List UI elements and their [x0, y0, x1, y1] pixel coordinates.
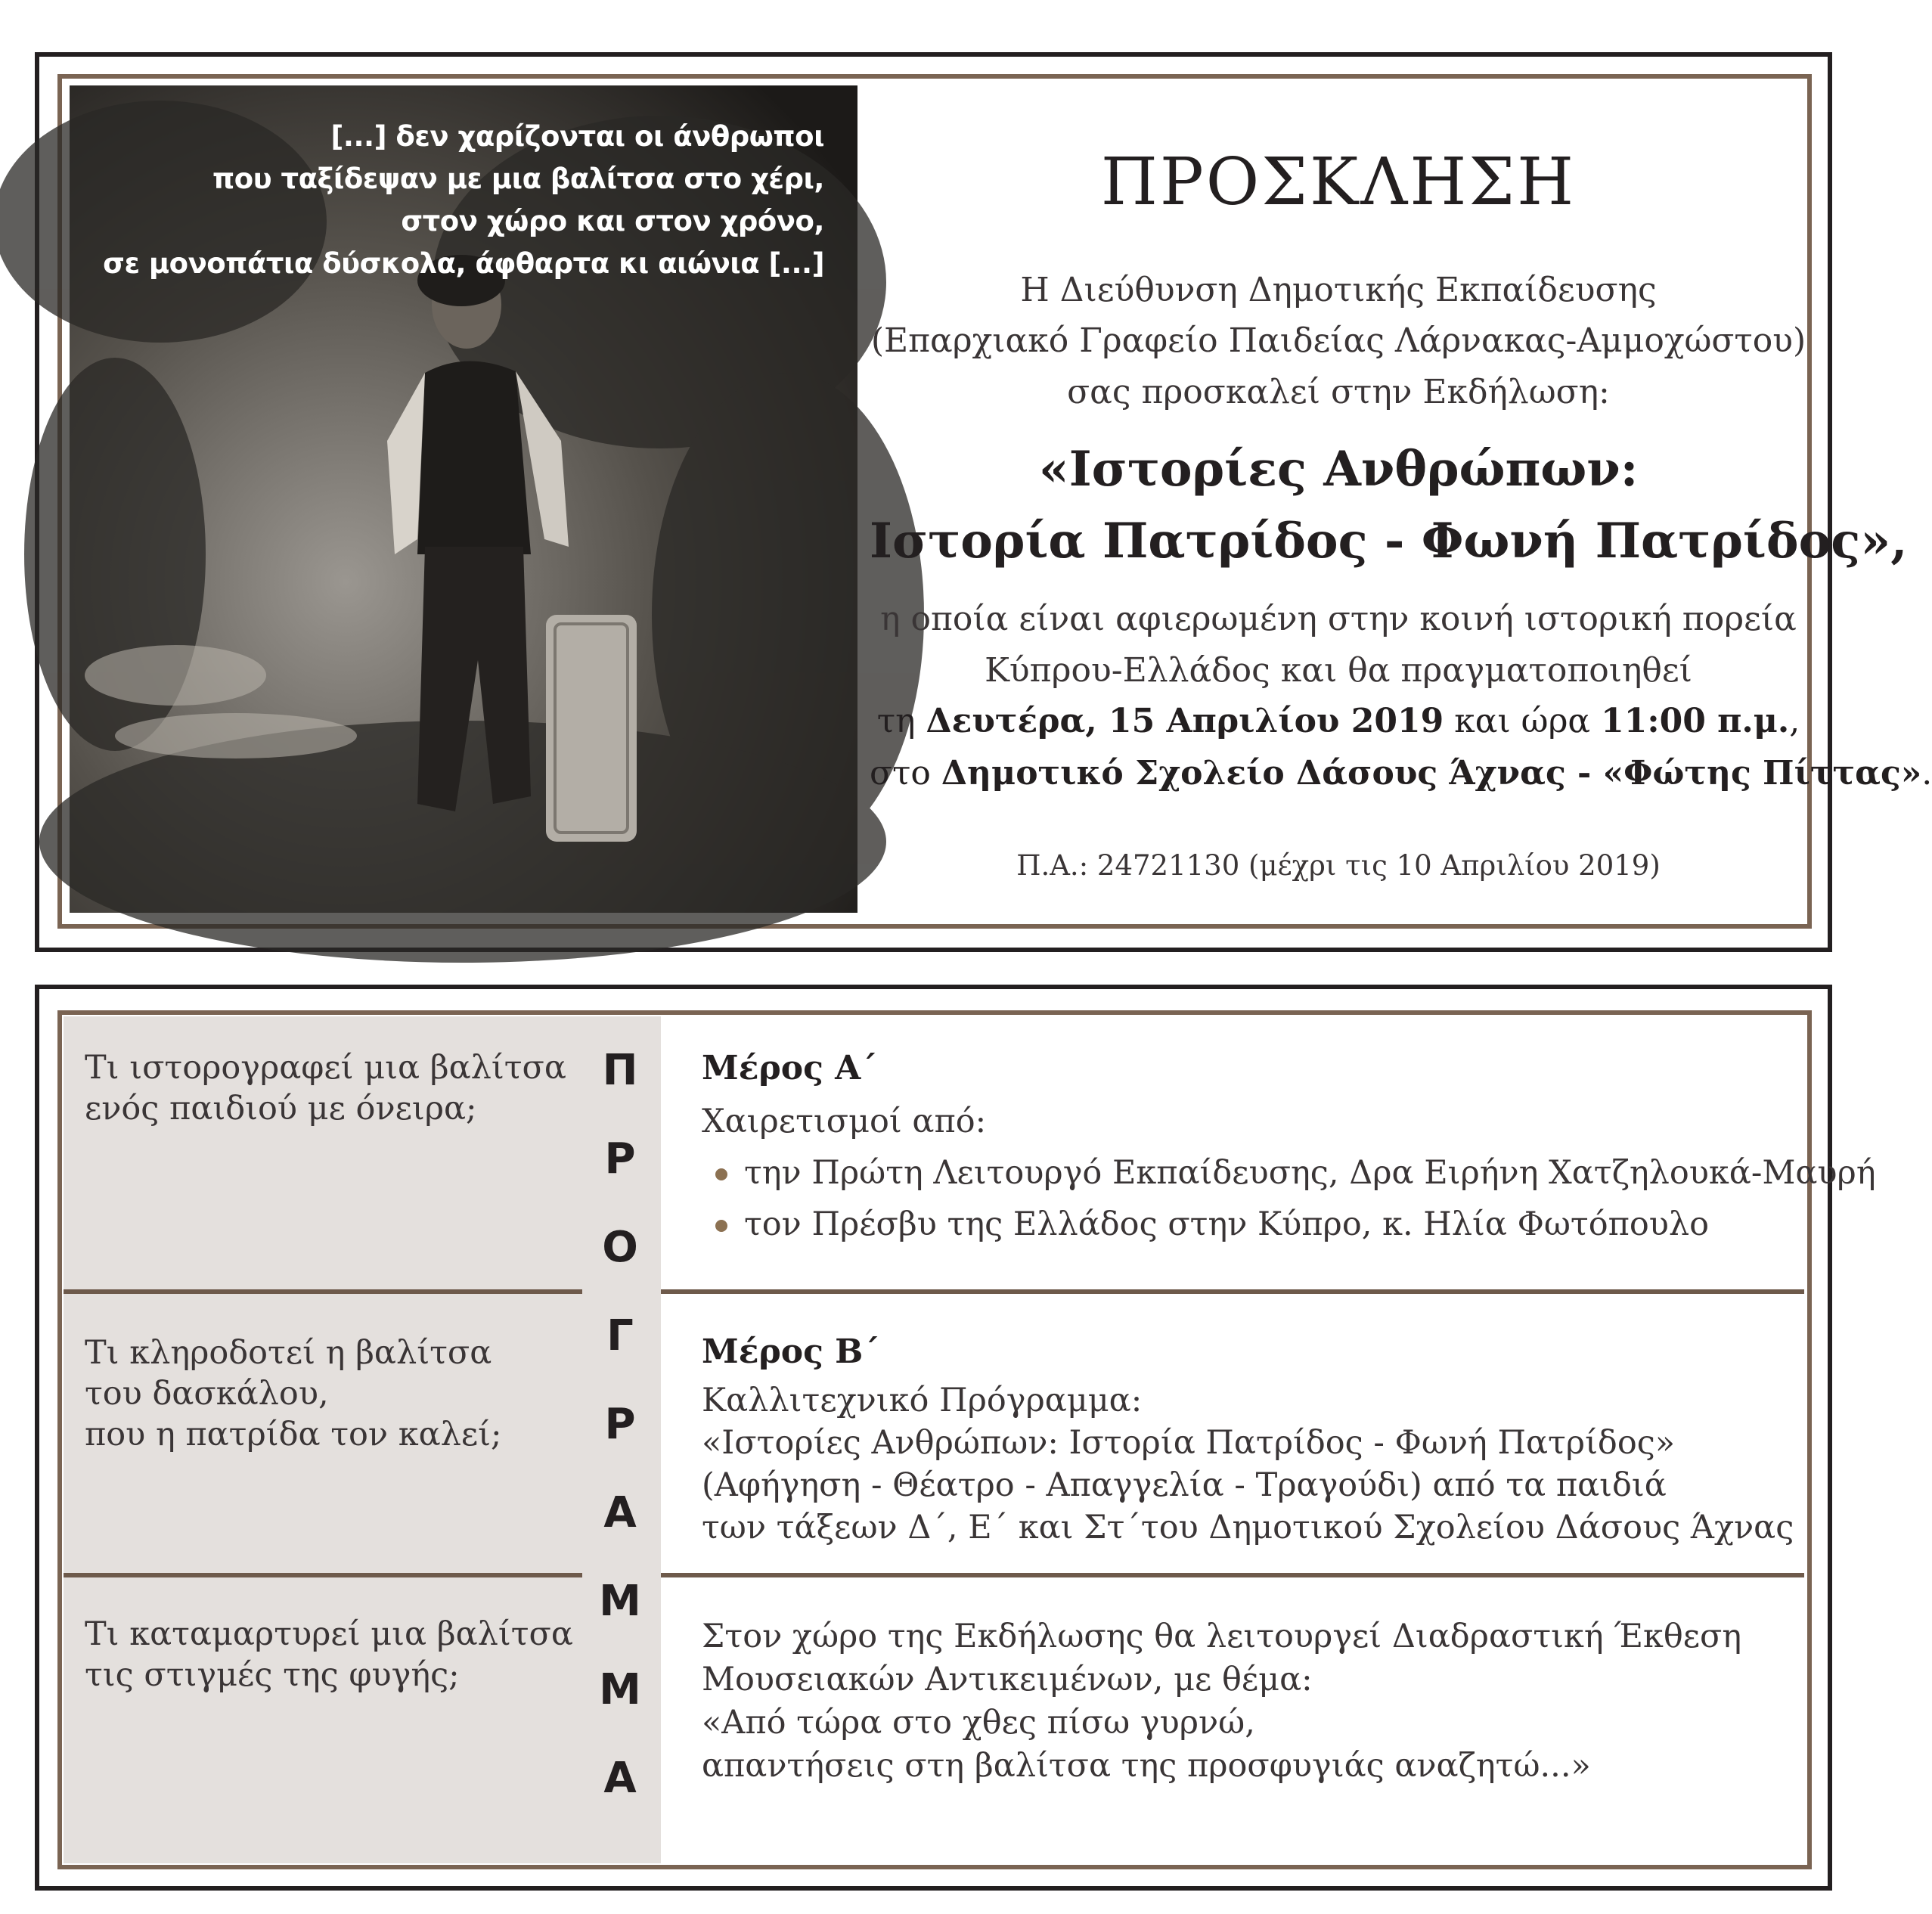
part-b-line: «Ιστορίες Ανθρώπων: Ιστορία Πατρίδος - Φωνή Πατρίδος» [702, 1424, 1676, 1462]
program-part-b [702, 1331, 1794, 1549]
question-3 [85, 1614, 573, 1695]
question-line: Τι κληροδοτεί η βαλίτσα [85, 1334, 492, 1372]
quote-text [83, 116, 824, 285]
question-1 [85, 1047, 566, 1129]
program-vertical-letter: Π [602, 1046, 638, 1095]
invitation-text-block [870, 85, 1932, 913]
program-vertical-letter: Α [603, 1488, 637, 1537]
event-place-line [870, 754, 1932, 793]
exhibit-line: απαντήσεις στη βαλίτσα της προσφυγιάς αναζητώ...» [702, 1747, 1591, 1785]
bullet-dot-icon [715, 1168, 727, 1180]
part-a-bullet [702, 1203, 1876, 1245]
event-date: Δευτέρα, 15 Απριλίου 2019 [926, 702, 1444, 740]
part-b-line: των τάξεων Δ΄, Ε΄ και Στ΄του Δημοτικού Σχολείου Δάσους Άχνας [702, 1509, 1794, 1546]
date-prefix: τη [876, 702, 916, 740]
program-vertical-letter: Ο [602, 1223, 638, 1272]
program-vertical-letter: Α [603, 1754, 637, 1803]
event-place: Δημοτικό Σχολείο Δάσους Άχνας - «Φώτης Πίττας» [941, 754, 1922, 793]
invitation-title: ΠΡΟΣΚΛΗΣΗ [1100, 144, 1577, 220]
program-vertical-letter: Ρ [604, 1400, 636, 1449]
quote-line: [...] δεν χαρίζονται οι άνθρωποι [330, 120, 824, 153]
event-time: 11:00 π.μ. [1601, 702, 1790, 740]
row-divider-left [64, 1289, 582, 1294]
event-date-line [870, 702, 1807, 740]
exhibit-line: «Από τώρα στο χθες πίσω γυρνώ, [702, 1704, 1255, 1742]
time-prefix: και ώρα [1454, 702, 1591, 740]
part-a-heading: Μέρος Α΄ [702, 1049, 878, 1087]
program-vertical-letter: Μ [599, 1577, 641, 1626]
place-prefix: στο [870, 754, 931, 793]
row-divider-right [661, 1289, 1804, 1294]
bullet-text: την Πρώτη Λειτουργό Εκπαίδευσης, Δρα Ειρήνη Χατζηλουκά-Μαυρή [744, 1154, 1876, 1192]
row-divider-right [661, 1573, 1804, 1577]
organizer-line-1: Η Διεύθυνση Δημοτικής Εκπαίδευσης [1020, 271, 1657, 309]
part-b-heading: Μέρος Β΄ [702, 1332, 880, 1371]
question-line: που η πατρίδα τον καλεί; [85, 1416, 502, 1453]
question-line: ενός παιδιού με όνειρα; [85, 1090, 477, 1128]
boy-with-suitcase-photo [70, 85, 857, 913]
program-part-a [702, 1047, 1876, 1245]
event-title-line-2: Ιστορία Πατρίδος - Φωνή Πατρίδος», [870, 513, 1908, 569]
description-line-2: Κύπρου-Ελλάδος και θα πραγματοποιηθεί [985, 651, 1692, 690]
question-line: του δασκάλου, [85, 1375, 329, 1413]
description-line-1: η οποία είναι αφιερωμένη στην κοινή ιστορική πορεία [880, 600, 1797, 638]
quote-line: που ταξίδεψαν με μια βαλίτσα στο χέρι, [212, 163, 824, 195]
program-vertical-letter: Γ [606, 1311, 634, 1360]
place-suffix: . [1921, 754, 1932, 793]
part-b-line: (Αφήγηση - Θέατρο - Απαγγελία - Τραγούδι) από τα παιδιά [702, 1466, 1667, 1504]
quote-line: σε μονοπάτια δύσκολα, άφθαρτα κι αιώνια [...] [103, 247, 824, 280]
organizer-line-3: σας προσκαλεί στην Εκδήλωση: [1067, 373, 1610, 411]
part-a-bullet [702, 1152, 1876, 1194]
question-line: τις στιγμές της φυγής; [85, 1656, 460, 1694]
part-b-line: Καλλιτεχνικό Πρόγραμμα: [702, 1382, 1143, 1419]
rsvp-line: Π.Α.: 24721130 (μέχρι τις 10 Απριλίου 2019) [1016, 849, 1661, 882]
program-vertical-letter: Μ [599, 1665, 641, 1714]
quote-line: στον χώρο και στον χρόνο, [401, 205, 824, 237]
organizer-line-2: (Επαρχιακό Γραφείο Παιδείας Λάρνακας-Αμμοχώστου) [870, 321, 1806, 360]
bullet-dot-icon [715, 1220, 727, 1232]
bullet-text: τον Πρέσβυ της Ελλάδος στην Κύπρο, κ. Ηλία Φωτόπουλο [744, 1205, 1710, 1243]
exhibit-line: Μουσειακών Αντικειμένων, με θέμα: [702, 1661, 1313, 1698]
program-vertical-letter: Ρ [604, 1134, 636, 1183]
question-line: Τι ιστορογραφεί μια βαλίτσα [85, 1049, 566, 1087]
part-a-intro: Χαιρετισμοί από: [702, 1103, 987, 1140]
event-title-line-1: «Ιστορίες Ανθρώπων: [1038, 441, 1639, 498]
exhibit-line: Στον χώρο της Εκδήλωσης θα λειτουργεί Διαδραστική Έκθεση [702, 1618, 1742, 1655]
time-suffix: , [1789, 702, 1800, 740]
question-line: Τι καταμαρτυρεί μια βαλίτσα [85, 1615, 573, 1653]
question-2 [85, 1332, 501, 1455]
row-divider-left [64, 1573, 582, 1577]
program-exhibit [702, 1615, 1741, 1788]
